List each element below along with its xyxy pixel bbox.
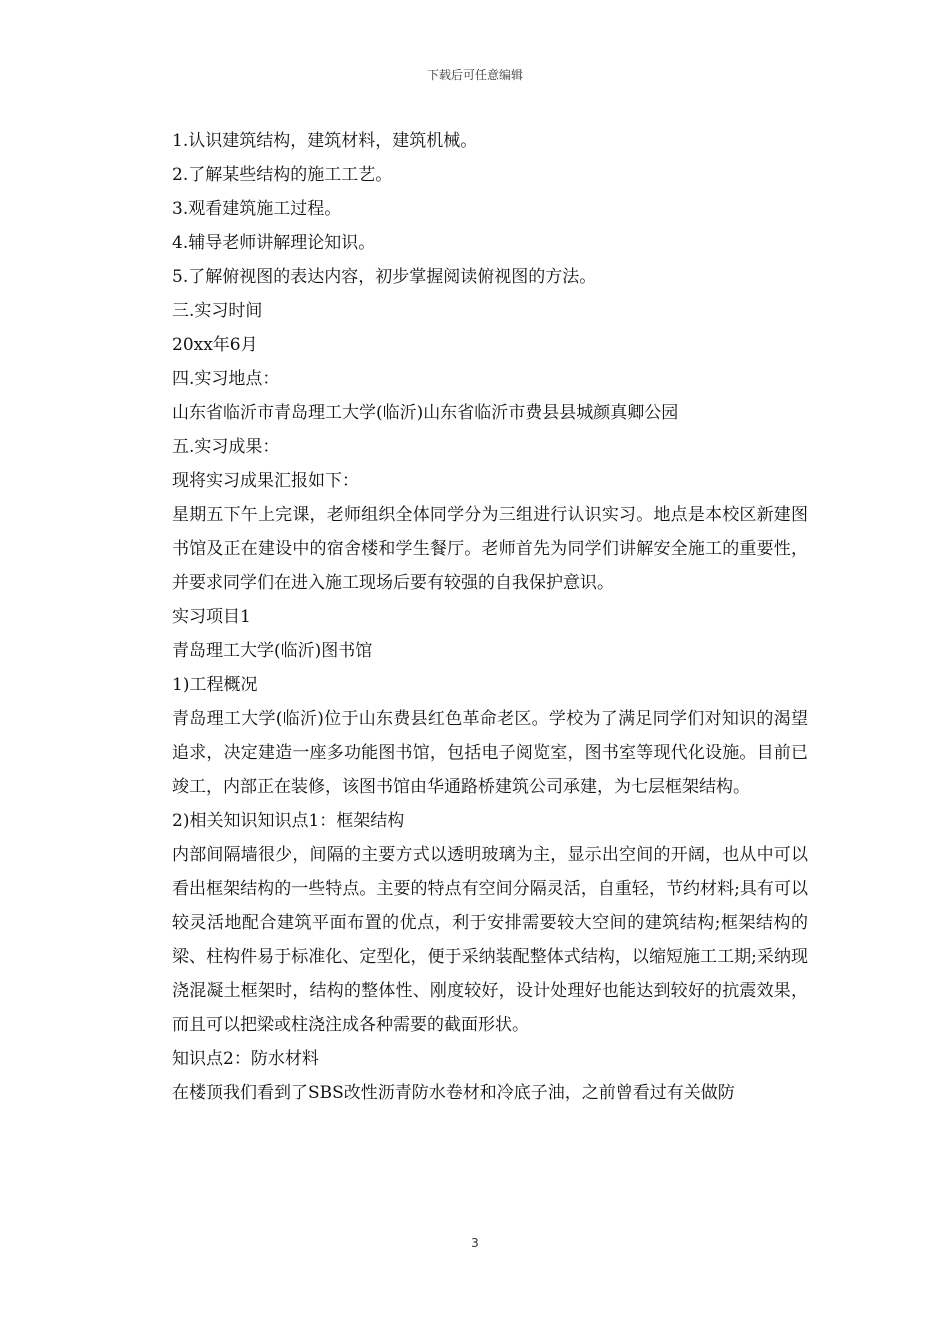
page-number: 3 [471,1236,479,1250]
subsection-heading: 实习项目1 [172,607,251,627]
list-item: 3.观看建筑施工过程。 [172,199,342,219]
subsection-heading: 2)相关知识知识点1：框架结构 [172,811,405,831]
section-heading: 五.实习成果： [172,437,280,457]
subsection-heading: 1)工程概况 [172,675,258,695]
subsection-heading: 知识点2：防水材料 [172,1049,319,1069]
date-text: 20xx年6月 [172,335,258,355]
paragraph-schedule: 星期五下午上完课，老师组织全体同学分为三组进行认识实习。地点是本校区新建图书馆及正在建设中的宿舍楼和学生餐厅。老师首先为同学们讲解安全施工的重要性，并要求同学们在进入施工现场后要有较强的自我保护意识。 [172,505,808,593]
document-body [172,124,808,1110]
list-item: 1.认识建筑结构，建筑材料，建筑机械。 [172,131,478,151]
paragraph-overview: 青岛理工大学(临沂)位于山东费县红色革命老区。学校为了满足同学们对知识的渴望追求，决定建造一座多功能图书馆，包括电子阅览室，图书室等现代化设施。目前已竣工，内部正在装修，该图书馆由华通路桥建筑公司承建，为七层框架结构。 [172,709,808,797]
section-heading: 四.实习地点： [172,369,280,389]
list-item: 2.了解某些结构的施工工艺。 [172,165,393,185]
section-heading: 三.实习时间 [172,301,263,321]
paragraph-waterproof: 在楼顶我们看到了SBS改性沥青防水卷材和冷底子油，之前曾看过有关做防 [172,1083,735,1103]
paragraph-frame-structure: 内部间隔墙很少，间隔的主要方式以透明玻璃为主，显示出空间的开阔，也从中可以看出框架结构的一些特点。主要的特点有空间分隔灵活，自重轻，节约材料;具有可以较灵活地配合建筑平面布置的优点，利于安排需要较大空间的建筑结构;框架结构的梁、柱构件易于标准化、定型化，便于采纳装配整体式结构，以缩短施工工期;采纳现浇混凝土框架时，结构的整体性、刚度较好，设计处理好也能达到较好的抗震效果，而且可以把梁或柱浇注成各种需要的截面形状。 [172,845,808,1035]
location-text: 山东省临沂市青岛理工大学(临沂)山东省临沂市费县县城颜真卿公园 [172,403,679,423]
subsection-heading: 青岛理工大学(临沂)图书馆 [172,641,373,661]
page-header: 下载后可任意编辑 [426,68,523,82]
intro-text: 现将实习成果汇报如下： [172,471,359,491]
list-item: 4.辅导老师讲解理论知识。 [172,233,376,253]
list-item: 5.了解俯视图的表达内容，初步掌握阅读俯视图的方法。 [172,267,597,287]
